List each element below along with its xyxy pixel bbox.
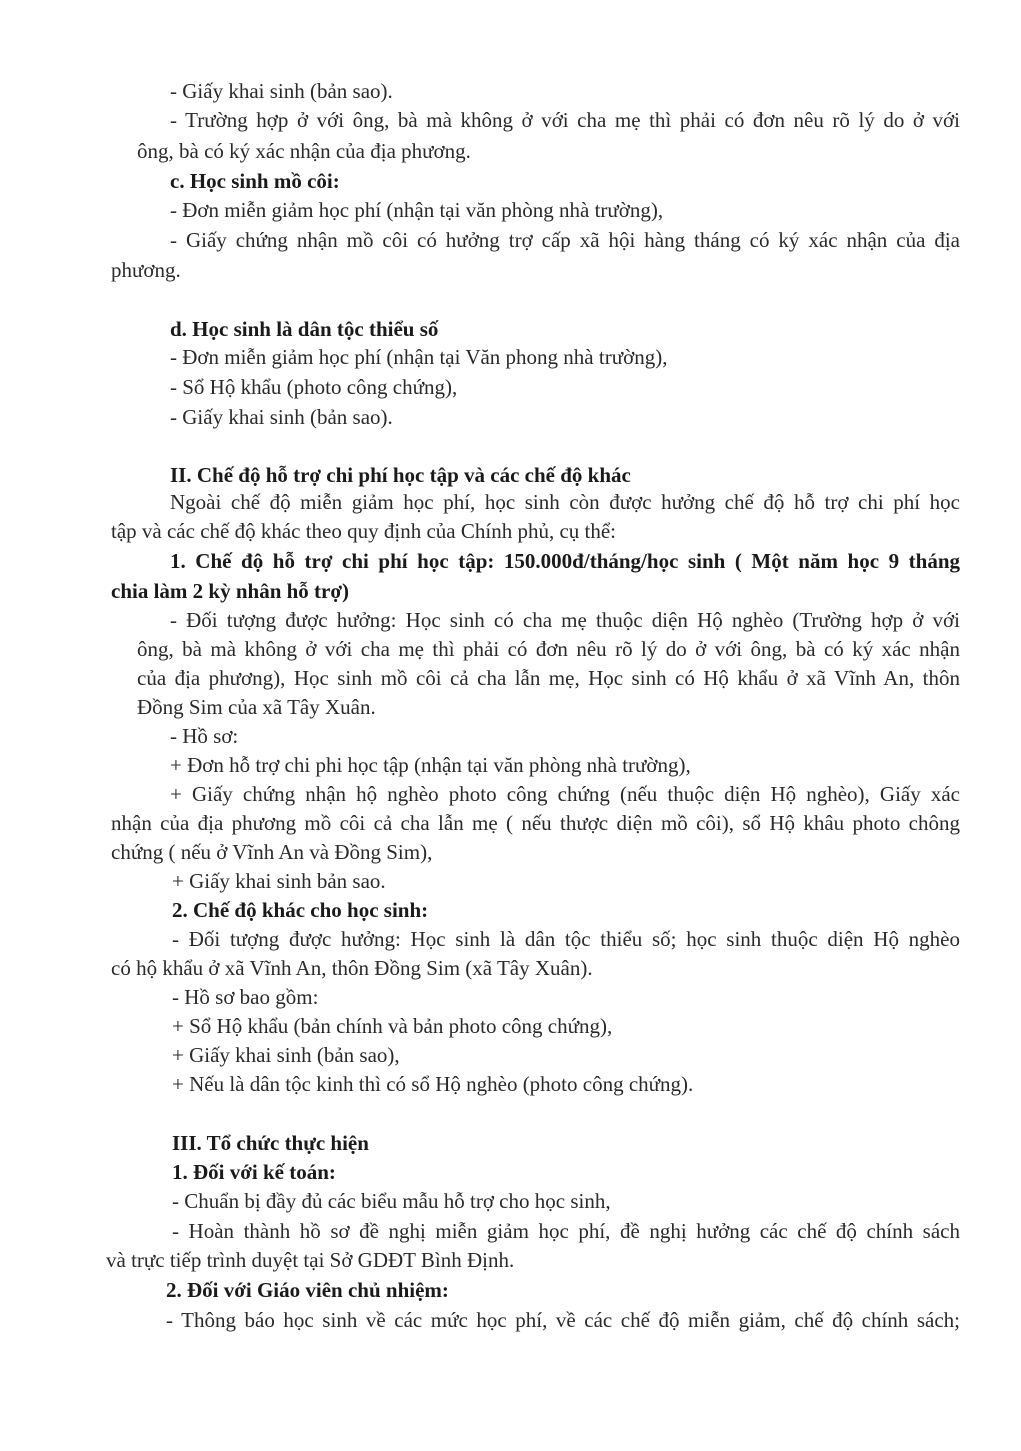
text-line: ông, bà có ký xác nhận của địa phương.	[137, 139, 471, 163]
text-line: - Thông báo học sinh về các mức học phí, về các chế độ miễn giảm, chế độ chính sách;	[166, 1308, 960, 1332]
text-line: + Đơn hỗ trợ chi phi học tập (nhận tại văn phòng nhà trường),	[170, 753, 691, 777]
text-line: - Chuẩn bị đầy đủ các biểu mẫu hỗ trợ cho học sinh,	[172, 1189, 611, 1213]
text-line: + Sổ Hộ khẩu (bản chính và bản photo công chứng),	[172, 1014, 613, 1038]
text-line: Đồng Sim của xã Tây Xuân.	[137, 695, 376, 719]
text-line: chứng ( nếu ở Vĩnh An và Đồng Sim),	[111, 840, 433, 864]
text-line: - Hoàn thành hồ sơ đề nghị miễn giảm học phí, đề nghị hưởng các chế độ chính sách	[172, 1219, 960, 1243]
text-line: ông, bà mà không ở với cha mẹ thì phải có đơn nêu rõ lý do ở với ông, bà có ký xác nhận	[137, 637, 960, 661]
text-line: - Đơn miễn giảm học phí (nhận tại văn phòng nhà trường),	[170, 198, 664, 222]
section-heading: 2. Đối với Giáo viên chủ nhiệm:	[166, 1278, 449, 1302]
text-line: tập và các chế độ khác theo quy định của Chính phủ, cụ thể:	[111, 519, 617, 543]
text-line: - Giấy chứng nhận mồ côi có hưởng trợ cấp xã hội hàng tháng có ký xác nhận của địa	[170, 228, 960, 252]
text-line: + Giấy khai sinh (bản sao),	[172, 1043, 400, 1067]
section-heading: 1. Đối với kế toán:	[172, 1160, 336, 1184]
text-line: - Giấy khai sinh (bản sao).	[170, 79, 393, 103]
section-heading: II. Chế độ hỗ trợ chi phí học tập và các chế độ khác	[170, 463, 631, 487]
text-line: - Hồ sơ bao gồm:	[172, 985, 319, 1009]
text-line: - Đơn miễn giảm học phí (nhận tại Văn phong nhà trường),	[170, 345, 668, 369]
text-line: - Đối tượng được hưởng: Học sinh có cha mẹ thuộc diện Hộ nghèo (Trường hợp ở với	[170, 608, 960, 632]
text-line: và trực tiếp trình duyệt tại Sở GDĐT Bình Định.	[106, 1248, 515, 1272]
section-heading: 1. Chế độ hỗ trợ chi phí học tập: 150.000đ/tháng/học sinh ( Một năm học 9 tháng	[170, 549, 960, 573]
section-heading: 2. Chế độ khác cho học sinh:	[172, 898, 429, 922]
text-line: - Sổ Hộ khẩu (photo công chứng),	[170, 375, 458, 399]
text-line: nhận của địa phương mồ côi cả cha lẫn mẹ ( nếu thược diện mồ côi), sổ Hộ khâu photo chông	[111, 811, 960, 835]
text-line: Ngoài chế độ miễn giảm học phí, học sinh còn được hưởng chế độ hỗ trợ chi phí học	[170, 490, 960, 514]
section-heading: d. Học sinh là dân tộc thiểu số	[170, 317, 439, 341]
text-line: + Giấy chứng nhận hộ nghèo photo công chứng (nếu thuộc diện Hộ nghèo), Giấy xác	[170, 782, 960, 806]
text-line: có hộ khẩu ở xã Vĩnh An, thôn Đồng Sim (xã Tây Xuân).	[111, 956, 593, 980]
section-heading: chia làm 2 kỳ nhân hỗ trợ)	[111, 579, 349, 603]
text-line: + Nếu là dân tộc kinh thì có sổ Hộ nghèo (photo công chứng).	[172, 1072, 694, 1096]
text-line: - Giấy khai sinh (bản sao).	[170, 405, 393, 429]
text-line: - Trường hợp ở với ông, bà mà không ở với cha mẹ thì phải có đơn nêu rõ lý do ở với	[170, 108, 960, 132]
section-heading: c. Học sinh mồ côi:	[170, 169, 340, 193]
section-heading: III. Tổ chức thực hiện	[172, 1131, 369, 1155]
text-line: + Giấy khai sinh bản sao.	[172, 869, 386, 893]
text-line: của địa phương), Học sinh mồ côi cả cha lẫn mẹ, Học sinh có Hộ khẩu ở xã Vĩnh An, thôn	[137, 666, 960, 690]
text-line: - Hồ sơ:	[170, 724, 239, 748]
text-line: phương.	[111, 258, 181, 282]
text-line: - Đối tượng được hưởng: Học sinh là dân tộc thiểu số; học sinh thuộc diện Hộ nghèo	[172, 927, 960, 951]
